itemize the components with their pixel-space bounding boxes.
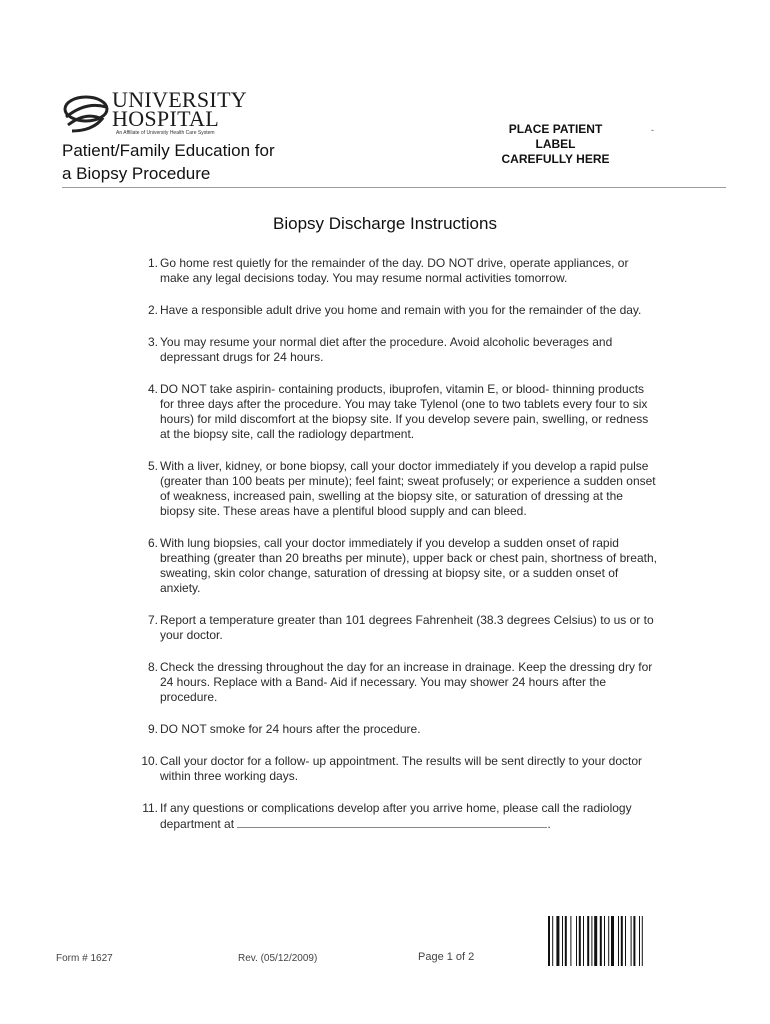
label-line3: CAREFULLY HERE xyxy=(501,152,610,166)
list-item xyxy=(140,536,660,596)
item-number: 10. xyxy=(141,754,158,768)
phone-number-blank[interactable] xyxy=(237,816,547,828)
item-text: Go home rest quietly for the remainder of the day. DO NOT drive, operate appliances, or make any legal decisions today. You may resume normal activities tomorrow. xyxy=(160,256,629,285)
barcode-bar xyxy=(621,916,623,966)
item-text: DO NOT take aspirin- containing products, ibuprofen, vitamin E, or blood- thinning products for three days after the procedure. You may take Tylenol (one to two tablets every four to six hours) for mild discomfort at the biopsy site. If you develop severe pain, swelling, or redness at the biopsy site, call the radiology department. xyxy=(160,382,649,441)
item-text: With lung biopsies, call your doctor immediately if you develop a sudden onset of rapid breathing (greater than 20 breaths per minute), upper back or chest pain, shortness of breath, sweating, skin color change, saturation of dressing at biopsy site, or a sudden onset of anxiety. xyxy=(160,536,657,595)
instruction-list xyxy=(140,256,660,832)
list-item xyxy=(140,801,660,832)
item-number: 7. xyxy=(147,613,158,627)
item-number: 1. xyxy=(147,256,158,270)
revision-date: Rev. (05/12/2009) xyxy=(238,953,318,964)
barcode-bar xyxy=(548,916,550,966)
item-text xyxy=(160,801,660,832)
item-number: 9. xyxy=(147,722,158,736)
barcode-bar xyxy=(583,916,584,966)
item-number: 5. xyxy=(147,459,158,473)
page-title-line2: a Biopsy Procedure xyxy=(62,164,211,183)
page-number: Page 1 of 2 xyxy=(418,951,475,963)
barcode-bar xyxy=(639,916,640,966)
logo-tagline: An Affiliate of University Health Care System xyxy=(116,130,215,136)
item-text: Call your doctor for a follow- up appointment. The results will be sent directly to your doctor within three working days. xyxy=(160,754,643,783)
barcode-bar xyxy=(552,916,553,966)
barcode-bar xyxy=(562,916,563,966)
list-item xyxy=(140,459,660,519)
item-number: 3. xyxy=(147,335,158,349)
list-item xyxy=(140,335,660,365)
barcode-bar xyxy=(579,916,581,966)
barcode-bar xyxy=(625,916,626,966)
item-number: 11. xyxy=(142,801,158,815)
hospital-logo xyxy=(62,87,282,143)
barcode xyxy=(548,916,678,966)
header-divider xyxy=(62,187,726,188)
barcode-bar xyxy=(618,916,619,966)
corner-mark: - xyxy=(651,125,654,135)
item-text: You may resume your normal diet after the procedure. Avoid alcoholic beverages and depressant drugs for 24 hours. xyxy=(160,335,613,364)
item-text: With a liver, kidney, or bone biopsy, call your doctor immediately if you develop a rapid pulse (greater than 100 beats per minute); feel faint; sweat profusely; or experience a sudden onset of weakness, increased pain, swelling at the biopsy site, or saturation of dressing at the biopsy site. These areas have a plentiful blood supply and can bleed. xyxy=(160,459,656,518)
list-item xyxy=(140,754,660,784)
list-item xyxy=(140,660,660,705)
form-number: Form # 1627 xyxy=(56,953,113,964)
list-item xyxy=(140,303,660,318)
logo-name-line1: UNIVERSITY xyxy=(112,87,247,112)
list-item xyxy=(140,382,660,442)
barcode-bar xyxy=(611,916,614,966)
page-title-line1: Patient/Family Education for xyxy=(62,141,275,160)
item-number: 2. xyxy=(147,303,158,317)
list-item xyxy=(140,722,660,737)
item-text: DO NOT smoke for 24 hours after the procedure. xyxy=(160,722,421,736)
barcode-bar xyxy=(631,916,632,966)
logo-name-line2: HOSPITAL xyxy=(112,106,219,131)
item-number: 6. xyxy=(147,536,158,550)
item-number: 4. xyxy=(147,382,158,396)
barcode-bar xyxy=(570,916,571,966)
patient-label-area xyxy=(488,122,623,167)
item-number: 8. xyxy=(147,660,158,674)
item-11-text: If any questions or complications develop after you arrive home, please call the radiology department at xyxy=(160,801,632,831)
barcode-bar xyxy=(594,916,597,966)
barcode-bar xyxy=(633,916,635,966)
document-title: Biopsy Discharge Instructions xyxy=(273,214,497,233)
barcode-bar xyxy=(608,916,609,966)
list-item xyxy=(140,256,660,286)
page-title xyxy=(62,139,275,185)
item-text: Check the dressing throughout the day for an increase in drainage. Keep the dressing dry for 24 hours. Replace with a Band- Aid if necessary. You may shower 24 hours after the procedure. xyxy=(160,660,653,704)
swoosh-logo-icon xyxy=(62,87,110,137)
barcode-bar xyxy=(576,916,577,966)
item-11-end: . xyxy=(547,817,551,831)
list-item xyxy=(140,613,660,643)
barcode-bar xyxy=(587,916,589,966)
barcode-bar xyxy=(565,916,567,966)
barcode-bar xyxy=(591,916,592,966)
label-line1: PLACE PATIENT xyxy=(508,122,603,136)
label-line2: LABEL xyxy=(535,137,576,151)
barcode-bar xyxy=(556,916,559,966)
barcode-bar xyxy=(604,916,605,966)
item-text: Report a temperature greater than 101 degrees Fahrenheit (38.3 degrees Celsius) to us or to your doctor. xyxy=(160,613,654,642)
barcode-bar xyxy=(642,916,643,966)
item-text: Have a responsible adult drive you home and remain with you for the remainder of the day. xyxy=(160,303,642,317)
barcode-bar xyxy=(600,916,602,966)
